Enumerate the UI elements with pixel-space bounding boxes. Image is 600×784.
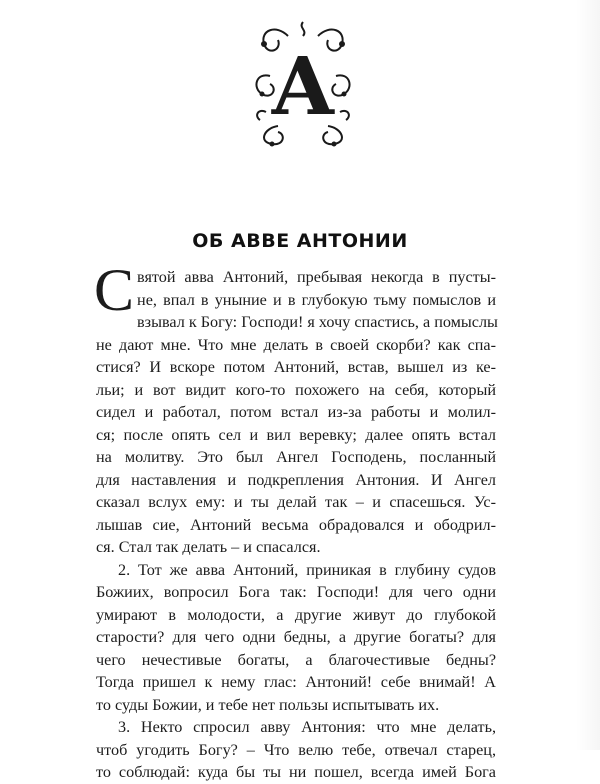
text-line: не, впал в уныние и в глубокую тьму помыслов и <box>137 290 496 309</box>
text-line: ся; после опять сел и вил веревку; далее опять встал <box>96 425 496 444</box>
text-line: для наставления и подкрепления Антония. И Ангел <box>96 470 496 489</box>
text-line: то суды Божии, и тебе нет пользы испытывать их. <box>96 695 440 714</box>
text-line: 3. Некто спросил авву Антония: что мне делать, <box>118 718 496 736</box>
text-line: стися? И вскоре потом Антоний, встав, вышел из ке- <box>96 358 496 376</box>
text-line: Тогда пришел к нему глас: Антоний! себе внимай! А <box>96 673 496 691</box>
text-line: лышав сие, Антоний весьма обрадовался и ободрил- <box>96 515 496 534</box>
text-line: взывал к Богу: Господи! я хочу спастись, а помыслы <box>137 313 498 331</box>
text-line: вятой авва Антоний, пребывая некогда в пусты- <box>137 268 496 286</box>
text-line: чего нечестивые богаты, а благочестивые бедны? <box>96 650 496 669</box>
text-line: умирают в молодости, а другие живут до глубокой <box>96 605 496 624</box>
decorative-initial-ornament <box>248 16 358 150</box>
page-edge-shadow <box>576 0 600 750</box>
section-heading: ОБ АВВЕ АНТОНИИ <box>192 230 408 252</box>
text-line: то соблюдай: куда бы ты ни пошел, всегда имей Бога <box>96 763 496 781</box>
text-line: Божиих, вопросил Бога так: Господи! для чего одни <box>96 583 496 601</box>
text-line: льи; и вот видит кого-то похожего на себя, который <box>96 380 496 399</box>
text-line: 2. Тот же авва Антоний, приникая в глубину судов <box>118 560 496 579</box>
paragraph-2 <box>96 559 496 717</box>
text-line: ся. Стал так делать – и спасался. <box>96 538 321 556</box>
paragraph-1 <box>94 257 498 559</box>
text-line: сказал вслух ему: и ты делай так – и спасешься. Ус- <box>96 493 496 511</box>
text-line: старости? для чего одни бедны, а другие богаты? для <box>96 628 496 646</box>
text-line: чтоб угодить Богу? – Что велю тебе, отвечал старец, <box>96 740 496 759</box>
text-line: на молитву. Это был Ангел Господень, посланный <box>96 448 496 466</box>
text-line: сидел и работал, потом встал из-за работы и молил- <box>96 403 496 421</box>
drop-cap: С <box>94 257 135 323</box>
ornament-letter: А <box>270 39 336 133</box>
body-text <box>94 257 498 784</box>
text-line: не дают мне. Что мне делать в своей скорби? как спа- <box>96 335 496 354</box>
